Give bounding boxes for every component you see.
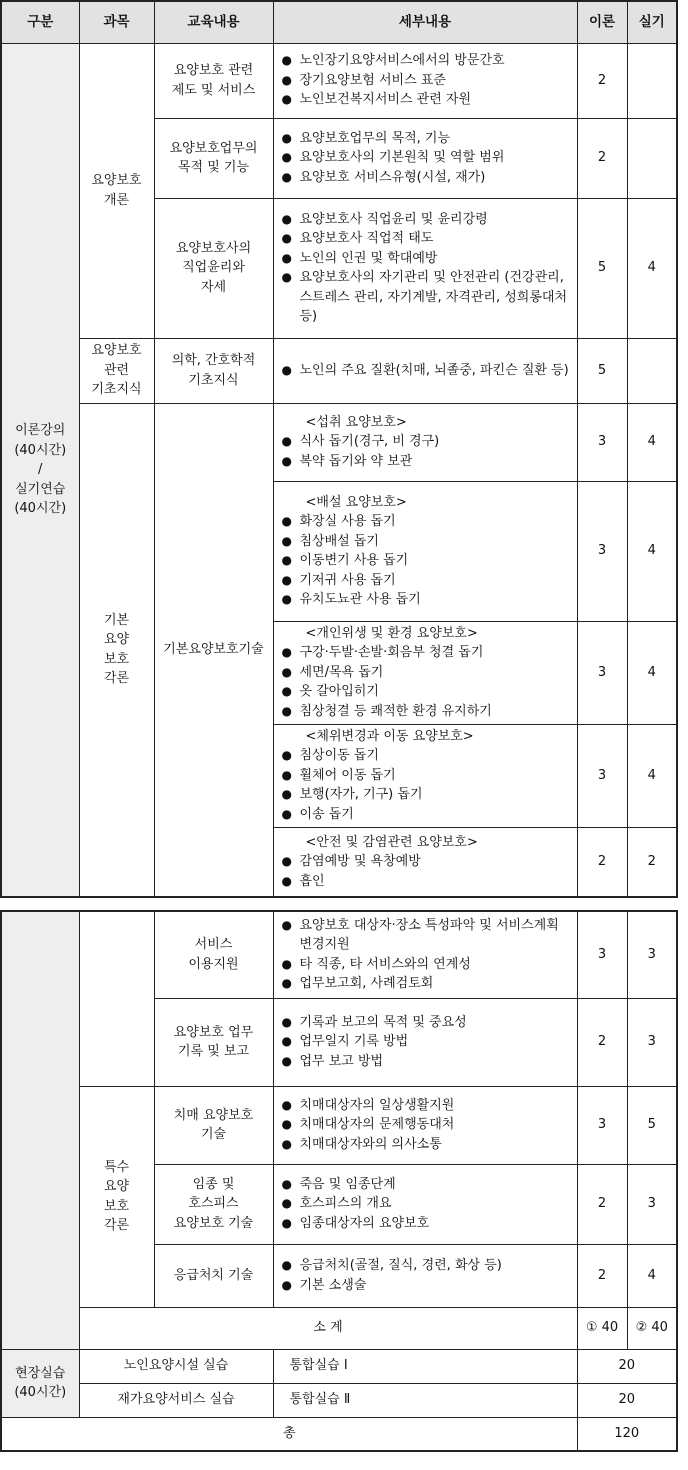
detail-item: ● 이동변기 사용 돕기 (276, 551, 575, 571)
content-line: 기초지식 (188, 372, 239, 388)
practice-hours: 4 (627, 403, 677, 481)
category-line: (40시간) (14, 1385, 67, 1400)
detail-item: ● 요양보호 서비스유형(시설, 재가) (276, 168, 575, 188)
subject-line: 각론 (103, 671, 130, 687)
detail-heading: <배설 요양보호> (305, 494, 407, 510)
detail-item: ● 유치도뇨관 사용 돕기 (276, 590, 575, 610)
practice-hours (627, 338, 677, 403)
practice-hours: 4 (627, 198, 677, 338)
details-cell (273, 118, 577, 198)
subject-special (79, 1086, 154, 1307)
detail-item: ● 요양보호사의 기본원칙 및 역할 범위 (276, 148, 575, 168)
detail-item: ● 이송 돕기 (276, 805, 575, 825)
content-line: 요양보호 관련 (173, 63, 254, 78)
header-content: 교육내용 (154, 1, 273, 43)
field-place: 노인요양시설 실습 (79, 1349, 273, 1383)
subtotal-theory: ① 40 (577, 1307, 627, 1349)
details-cell (273, 43, 577, 118)
detail-heading: <개인위생 및 환경 요양보호> (305, 625, 478, 641)
detail-item: ● 기본 소생술 (276, 1276, 575, 1296)
content-line: 자세 (200, 279, 227, 295)
subject-line: 요양 (103, 1179, 130, 1194)
detail-item: ● 업무보고회, 사례검토회 (276, 974, 575, 994)
detail-heading: <안전 및 감염관련 요양보호> (305, 834, 478, 850)
subject-line: 관련 (103, 362, 130, 378)
theory-hours: 3 (577, 403, 627, 481)
subject-line: 개론 (103, 192, 130, 208)
practice-hours: 4 (627, 621, 677, 724)
detail-item: ● 호스피스의 개요 (276, 1194, 575, 1214)
detail-item: ● 구강·두발·손발·회음부 청결 돕기 (276, 643, 575, 663)
content-line: 직업윤리와 (182, 260, 245, 276)
category-field-practice (1, 1349, 79, 1417)
field-name: 통합실습 Ⅰ (273, 1349, 577, 1383)
practice-hours (627, 118, 677, 198)
content-cell (154, 1086, 273, 1164)
subject-line: 요양보호 (91, 343, 142, 359)
detail-item: ● 임종대상자의 요양보호 (276, 1214, 575, 1234)
category-line: 이론강의 (15, 423, 66, 438)
header-details: 세부내용 (273, 1, 577, 43)
content-line: 기술 (200, 1127, 227, 1142)
content-cell (154, 1244, 273, 1307)
detail-item: ● 치매대상자와의 의사소통 (276, 1135, 575, 1155)
category-line: 실기연습 (15, 481, 66, 497)
detail-item: ● 노인의 주요 질환(치매, 뇌졸중, 파킨슨 질환 등) (276, 361, 575, 381)
subject-basic-theory (79, 403, 154, 897)
details-cell (273, 621, 577, 724)
content-cell (154, 338, 273, 403)
detail-item: ● 요양보호업무의 목적, 기능 (276, 129, 575, 149)
theory-hours: 3 (577, 911, 627, 998)
detail-item: ● 요양보호사 직업적 태도 (276, 229, 575, 249)
detail-item: ● 업무 보고 방법 (276, 1052, 575, 1072)
practice-hours: 3 (627, 998, 677, 1086)
details-cell (273, 1164, 577, 1244)
details-cell (273, 1244, 577, 1307)
theory-hours: 2 (577, 1244, 627, 1307)
category-theory-practice (1, 43, 79, 897)
detail-item: ● 기록과 보고의 목적 및 중요성 (276, 1013, 575, 1033)
content-basic-skills: 기본요양보호기술 (154, 403, 273, 897)
content-cell (154, 118, 273, 198)
subject-line: 요양 (103, 632, 130, 648)
practice-hours: 2 (627, 827, 677, 897)
category-line: (40시간) (14, 442, 67, 458)
detail-item: ● 노인보건복지서비스 관련 자원 (276, 90, 575, 110)
header-subject: 과목 (79, 1, 154, 43)
detail-item: ● 옷 갈아입히기 (276, 682, 575, 702)
detail-item: ● 죽음 및 임종단계 (276, 1175, 575, 1195)
header-practice: 실기 (627, 1, 677, 43)
detail-item: ● 세면/목욕 돕기 (276, 663, 575, 683)
field-hours: 20 (577, 1383, 677, 1417)
category-line: (40시간) (14, 501, 67, 516)
detail-item: ● 복약 돕기와 약 보관 (276, 452, 575, 472)
detail-item: ● 식사 돕기(경구, 비 경구) (276, 432, 575, 452)
subject-empty (79, 911, 154, 1086)
header-category: 구분 (1, 1, 79, 43)
details-cell (273, 827, 577, 897)
theory-hours: 3 (577, 481, 627, 621)
content-line: 의학, 간호학적 (171, 353, 256, 368)
detail-item: ● 장기요양보험 서비스 표준 (276, 71, 575, 91)
detail-item: ● 요양보호 대상자·장소 특성파악 및 서비스계획 변경지원 (276, 916, 575, 955)
theory-hours: 2 (577, 1164, 627, 1244)
total-hours: 120 (577, 1417, 677, 1451)
subject-basic-knowledge (79, 338, 154, 403)
detail-item: ● 휠체어 이동 돕기 (276, 766, 575, 786)
practice-hours: 4 (627, 481, 677, 621)
subject-intro (79, 43, 154, 338)
details-cell (273, 998, 577, 1086)
subject-line: 보호 (103, 1198, 130, 1214)
details-cell (273, 198, 577, 338)
theory-hours: 2 (577, 827, 627, 897)
content-line: 기록 및 보고 (177, 1044, 250, 1059)
detail-item: ● 치매대상자의 문제행동대처 (276, 1115, 575, 1135)
category-line: / (38, 462, 43, 477)
content-cell (154, 198, 273, 338)
practice-hours: 5 (627, 1086, 677, 1164)
practice-hours: 4 (627, 724, 677, 827)
detail-heading: <체위변경과 이동 요양보호> (305, 728, 474, 744)
content-line: 응급처치 기술 (173, 1267, 254, 1283)
detail-item: ● 침상배설 돕기 (276, 532, 575, 552)
content-line: 요양보호 업무 (173, 1024, 254, 1040)
curriculum-table-bottom (0, 910, 678, 1452)
practice-hours: 3 (627, 911, 677, 998)
details-cell (273, 724, 577, 827)
detail-item: ● 기저귀 사용 돕기 (276, 571, 575, 591)
detail-item: ● 노인장기요양서비스에서의 방문간호 (276, 51, 575, 71)
detail-item: ● 보행(자가, 기구) 돕기 (276, 785, 575, 805)
content-line: 호스피스 (188, 1196, 239, 1212)
content-line: 목적 및 기능 (177, 160, 250, 175)
subject-line: 각론 (103, 1218, 130, 1233)
content-line: 요양보호업무의 (169, 140, 258, 156)
detail-item: ● 감염예방 및 욕창예방 (276, 852, 575, 872)
detail-item: ● 타 직종, 타 서비스와의 연계성 (276, 955, 575, 975)
content-line: 치매 요양보호 (173, 1107, 254, 1123)
content-cell (154, 911, 273, 998)
subject-line: 요양보호 (91, 173, 142, 188)
theory-hours: 2 (577, 998, 627, 1086)
theory-hours: 3 (577, 1086, 627, 1164)
details-cell (273, 403, 577, 481)
details-cell (273, 481, 577, 621)
content-line: 이용지원 (188, 956, 239, 972)
theory-hours: 2 (577, 118, 627, 198)
field-place: 재가요양서비스 실습 (79, 1383, 273, 1417)
subtotal-practice: ② 40 (627, 1307, 677, 1349)
details-cell (273, 911, 577, 998)
content-line: 임종 및 (192, 1176, 235, 1192)
detail-item: ● 요양보호사의 자기관리 및 안전관리 (건강관리, 스트레스 관리, 자기계발, 자격관리, 성희롱대처 등) (276, 268, 575, 327)
total-label: 총 (1, 1417, 577, 1451)
detail-item: ● 침상이동 돕기 (276, 746, 575, 766)
detail-item: ● 응급처치(골절, 질식, 경련, 화상 등) (276, 1256, 575, 1276)
subject-line: 특수 (103, 1159, 130, 1175)
content-line: 제도 및 서비스 (171, 82, 256, 98)
content-line: 서비스 (194, 937, 233, 953)
practice-hours: 3 (627, 1164, 677, 1244)
content-cell (154, 1164, 273, 1244)
detail-item: ● 노인의 인권 및 학대예방 (276, 249, 575, 269)
subject-line: 기초지식 (91, 382, 142, 398)
practice-hours (627, 43, 677, 118)
theory-hours: 3 (577, 724, 627, 827)
header-theory: 이론 (577, 1, 627, 43)
detail-heading: <섭취 요양보호> (305, 414, 407, 430)
details-cell (273, 1086, 577, 1164)
content-cell (154, 998, 273, 1086)
detail-item: ● 업무일지 기록 방법 (276, 1032, 575, 1052)
theory-hours: 5 (577, 338, 627, 403)
field-hours: 20 (577, 1349, 677, 1383)
content-line: 요양보호 기술 (173, 1215, 254, 1231)
field-name: 통합실습 Ⅱ (273, 1383, 577, 1417)
detail-item: ● 치매대상자의 일상생활지원 (276, 1096, 575, 1116)
theory-hours: 3 (577, 621, 627, 724)
details-cell (273, 338, 577, 403)
category-empty (1, 911, 79, 1349)
subject-line: 기본 (103, 612, 130, 628)
theory-hours: 2 (577, 43, 627, 118)
detail-item: ● 요양보호사 직업윤리 및 윤리강령 (276, 210, 575, 230)
detail-item: ● 침상청결 등 쾌적한 환경 유지하기 (276, 702, 575, 722)
subject-line: 보호 (103, 651, 130, 667)
content-cell (154, 43, 273, 118)
theory-hours: 5 (577, 198, 627, 338)
practice-hours: 4 (627, 1244, 677, 1307)
category-line: 현장실습 (15, 1365, 66, 1381)
detail-item: ● 흡인 (276, 872, 575, 892)
content-line: 요양보호사의 (175, 240, 252, 256)
detail-item: ● 화장실 사용 돕기 (276, 512, 575, 532)
subtotal-label: 소 계 (79, 1307, 577, 1349)
